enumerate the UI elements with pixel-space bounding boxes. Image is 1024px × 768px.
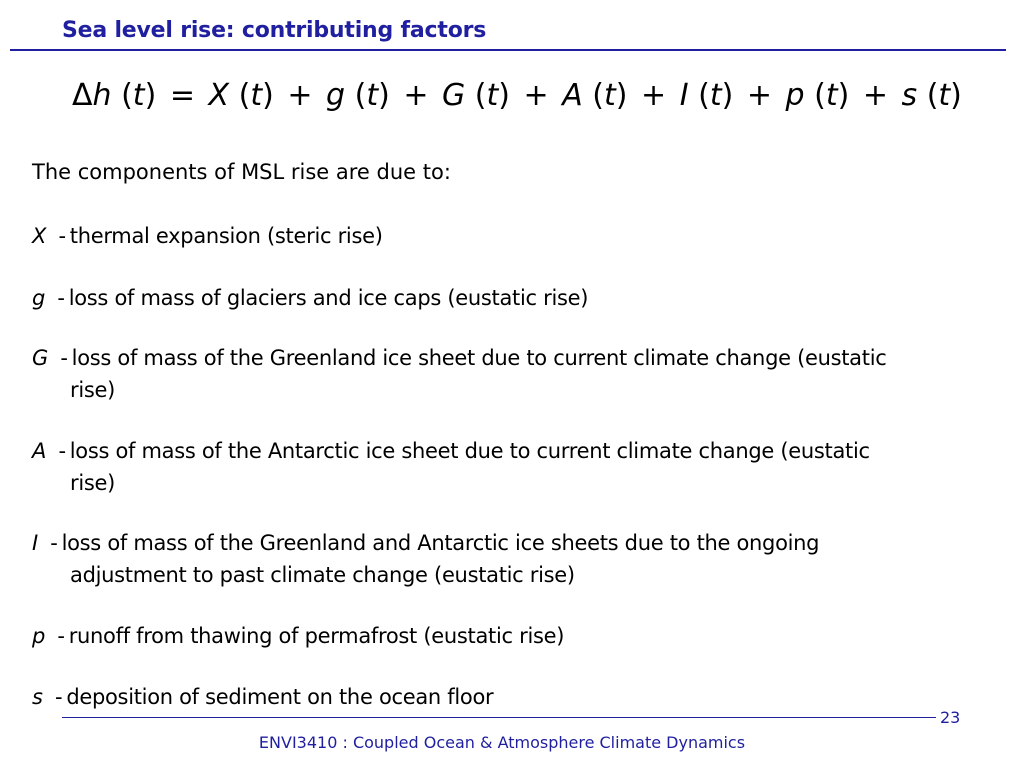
equation-lhs-symbol: h: [92, 78, 112, 113]
equation-arg: t: [825, 78, 838, 113]
intro-text: The components of MSL rise are due to:: [32, 160, 451, 184]
equation-plus: +: [641, 78, 667, 113]
component-dash: -: [60, 346, 68, 370]
component-symbol: I: [32, 531, 38, 555]
component-symbol: G: [32, 346, 48, 370]
component-description: runoff from thawing of permafrost (eustatic rise): [68, 624, 565, 648]
component-symbol: X: [32, 224, 47, 248]
equation-delta: Δ: [72, 78, 93, 113]
equation-term-p: p: [785, 78, 805, 113]
component-symbol: g: [32, 286, 46, 310]
component-symbol: A: [32, 439, 47, 463]
component-symbol: s: [32, 685, 43, 709]
equation-term-greenland: G: [442, 78, 466, 113]
equation-plus: +: [287, 78, 313, 113]
component-description: deposition of sediment on the ocean floor: [66, 685, 494, 709]
component-item: [32, 620, 982, 652]
equation-arg: t: [709, 78, 722, 113]
component-dash: -: [57, 286, 65, 310]
equation-plus: +: [523, 78, 549, 113]
component-dash: -: [50, 531, 58, 555]
component-symbol: p: [32, 624, 46, 648]
component-description: thermal expansion (steric rise): [69, 224, 383, 248]
equation-equals: =: [169, 78, 195, 113]
equation-arg: t: [486, 78, 499, 113]
footer-course-title: ENVI3410 : Coupled Ocean & Atmosphere Climate Dynamics: [258, 733, 746, 752]
component-item: [32, 220, 982, 252]
component-description: loss of mass of the Greenland and Antarctic ice sheets due to the ongoing: [61, 531, 820, 555]
component-item: [32, 681, 982, 713]
component-dash: -: [57, 624, 65, 648]
equation-term-x: X: [208, 78, 230, 113]
slide-title: Sea level rise: contributing factors: [62, 18, 487, 43]
component-description-continued: adjustment to past climate change (eustatic rise): [70, 563, 575, 587]
title-divider: [10, 49, 1006, 51]
component-dash: -: [58, 224, 66, 248]
equation-arg: t: [366, 78, 379, 113]
sea-level-equation: Δh (t) = X (t) + g (t) + G (t) + A (t) + I (t) + p (t) + s (t): [72, 78, 962, 113]
page-number: 23: [940, 708, 961, 727]
footer-divider: [62, 717, 936, 718]
component-dash: -: [55, 685, 63, 709]
component-description-continued: rise): [70, 471, 116, 495]
equation-arg: t: [604, 78, 616, 113]
equation-arg: t: [132, 78, 145, 113]
component-description-continued: rise): [70, 378, 116, 402]
equation-plus: +: [403, 78, 429, 113]
component-item: [32, 435, 982, 499]
equation-term-i: I: [679, 78, 689, 113]
equation-term-g: g: [326, 78, 346, 113]
equation-plus: +: [746, 78, 772, 113]
component-item: [32, 282, 982, 314]
component-dash: -: [58, 439, 66, 463]
component-description: loss of mass of the Greenland ice sheet due to current climate change (eustatic: [71, 346, 887, 370]
component-description: loss of mass of glaciers and ice caps (eustatic rise): [68, 286, 589, 310]
equation-term-antarctic: A: [562, 78, 583, 113]
component-item: [32, 342, 982, 406]
component-description: loss of mass of the Antarctic ice sheet due to current climate change (eustatic: [69, 439, 870, 463]
equation-plus: +: [862, 78, 888, 113]
component-item: [32, 527, 982, 591]
equation-term-s: s: [901, 78, 918, 113]
equation-arg: t: [250, 78, 263, 113]
equation-arg: t: [938, 78, 951, 113]
